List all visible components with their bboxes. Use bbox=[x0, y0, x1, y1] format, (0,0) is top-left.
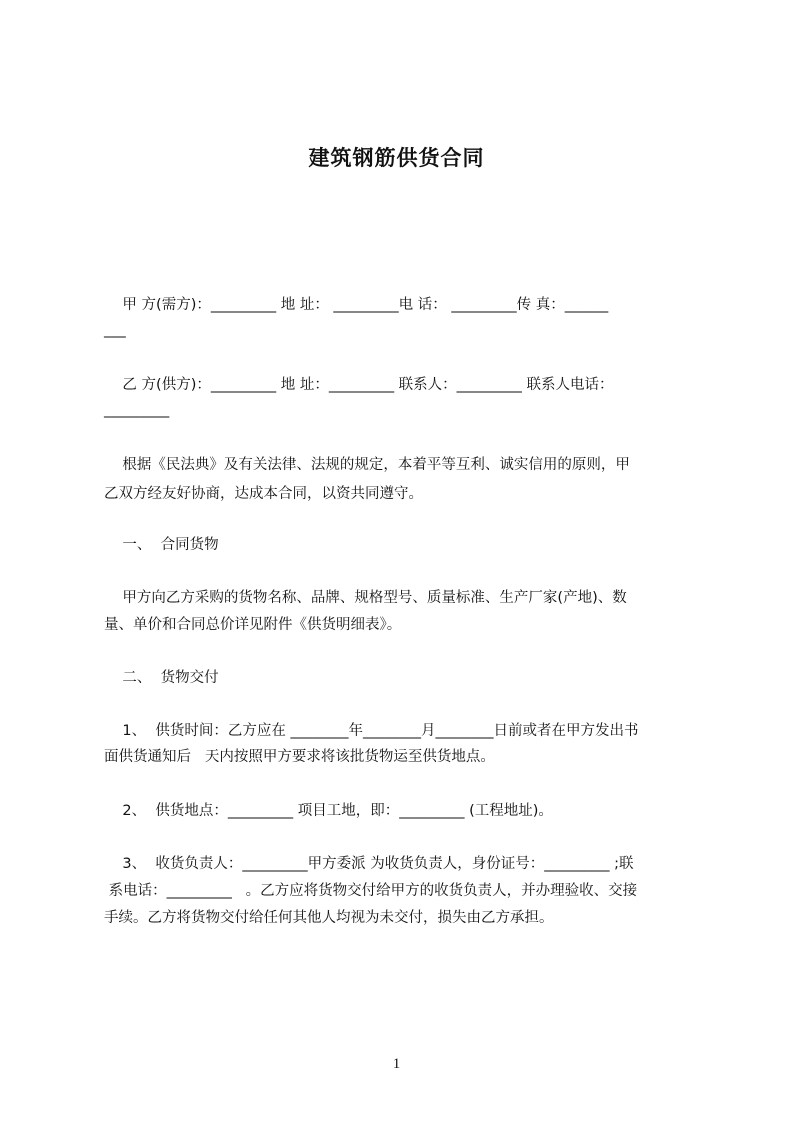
section-1-heading: 一、 合同货物 bbox=[104, 537, 219, 553]
party-a-line-1: 甲 方(需方)：_________ 地 址： _________电 话： _________传 真：______ bbox=[104, 297, 609, 313]
section-2-item-3-line-1: 3、 收货负责人：_________甲方委派 为收货负责人，身份证号：_________ ;联 bbox=[104, 856, 634, 872]
section-2-item-3-line-3: 手续。乙方将货物交付给任何其他人均视为未交付，损失由乙方承担。 bbox=[104, 910, 554, 926]
section-2-item-1-line-2: 面供货通知后 天内按照甲方要求将该批货物运至供货地点。 bbox=[104, 749, 495, 765]
section-2-item-2-line-1: 2、 供货地点：_________ 项目工地，即：_________ (工程地址)。 bbox=[104, 803, 553, 819]
section-1-line-1: 甲方向乙方采购的货物名称、品牌、规格型号、质量标准、生产厂家(产地)、数 bbox=[104, 590, 627, 606]
section-2-item-3-line-2: 系电话：_________ 。乙方应将货物交付给甲方的收货负责人，并办理验收、交接 bbox=[104, 883, 638, 899]
contract-title: 建筑钢筋供货合同 bbox=[308, 146, 485, 170]
party-b-line-1: 乙 方(供方)：_________ 地 址：_________ 联系人：_________ 联系人电话： bbox=[104, 377, 614, 393]
section-2-heading: 二、 货物交付 bbox=[104, 670, 219, 686]
section-1-line-2: 量、单价和合同总价详见附件《供货明细表》。 bbox=[104, 617, 402, 633]
party-b-line-2: _________ bbox=[104, 402, 170, 418]
party-a-line-2: ___ bbox=[104, 322, 126, 338]
preamble-line-2: 乙双方经友好协商，达成本合同，以资共同遵守。 bbox=[104, 486, 423, 502]
preamble-line-1: 根据《民法典》及有关法律、法规的规定，本着平等互利、诚实信用的原则，甲 bbox=[104, 457, 630, 473]
section-2-item-1-line-1: 1、 供货时间：乙方应在 ________年________月________日前或者在甲方发出书 bbox=[104, 723, 639, 739]
page-number: 1 bbox=[392, 1056, 401, 1072]
